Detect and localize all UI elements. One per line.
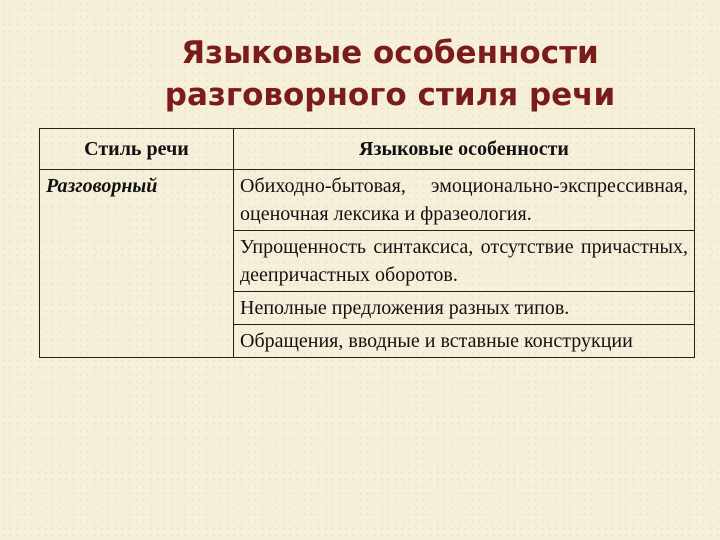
feature-cell-2: Упрощенность синтаксиса, отсутствие причастных, деепричастных оборотов. — [234, 231, 695, 292]
slide-title — [0, 32, 720, 116]
slide-title-line-2: разговорного стиля речи — [164, 77, 616, 113]
table-row — [40, 170, 695, 231]
feature-cell-1: Обиходно-бытовая, эмоционально-экспрессивная, оценочная лексика и фразеология. — [234, 170, 695, 231]
feature-cell-4: Обращения, вводные и вставные конструкции — [234, 325, 695, 358]
features-table — [39, 128, 695, 358]
style-name-cell: Разговорный — [40, 170, 234, 358]
feature-cell-3: Неполные предложения разных типов. — [234, 292, 695, 325]
header-style: Стиль речи — [40, 129, 234, 170]
header-features: Языковые особенности — [234, 129, 695, 170]
table-header-row — [40, 129, 695, 170]
slide-title-line-1: Языковые особенности — [181, 35, 599, 71]
